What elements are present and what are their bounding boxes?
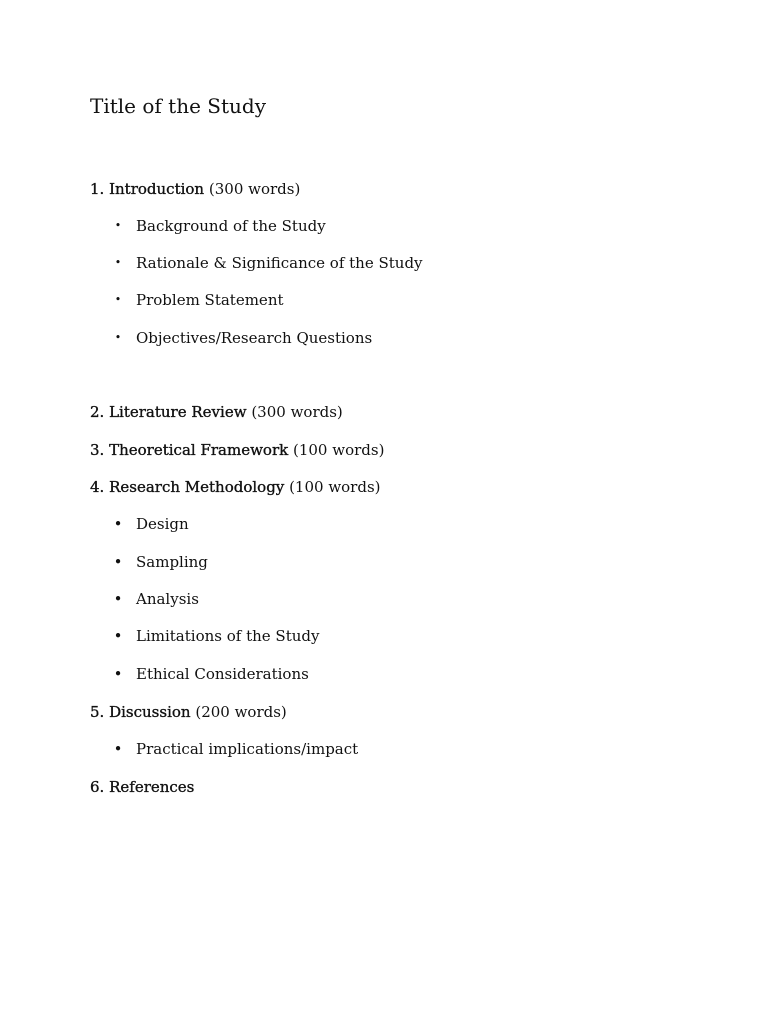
section-number: 4.	[90, 478, 105, 496]
bullet-icon: •	[113, 553, 123, 571]
section-name: Research Methodology	[109, 478, 285, 496]
list-item-text: Sampling	[136, 553, 208, 571]
list-item-text: Rationale & Significance of the Study	[136, 254, 423, 272]
section-name: Theoretical Framework	[109, 441, 289, 459]
bullet-icon: •	[113, 515, 123, 533]
section-heading-introduction	[90, 179, 300, 199]
list-item-text: Problem Statement	[136, 291, 284, 309]
section-word-count: (100 words)	[292, 441, 385, 459]
bullet-icon: •	[113, 590, 123, 608]
section-number: 1.	[90, 180, 105, 198]
section-heading-references	[90, 777, 194, 797]
bullet-icon: •	[113, 665, 123, 683]
section-word-count: (100 words)	[289, 478, 381, 496]
section-word-count: (300 words)	[251, 403, 343, 421]
section-name: Literature Review	[109, 403, 247, 421]
section-heading-discussion	[90, 702, 287, 722]
section-heading-theoretical-framework	[90, 440, 384, 460]
section-name: Discussion	[109, 703, 191, 721]
section-name: Introduction	[109, 180, 205, 198]
list-item-text: Objectives/Research Questions	[136, 329, 373, 347]
list-item-text: Practical implications/impact	[136, 740, 359, 758]
bullet-icon: •	[114, 331, 122, 344]
section-number: 6.	[90, 778, 105, 796]
bullet-icon: •	[114, 256, 122, 269]
bullet-icon: •	[114, 219, 122, 232]
list-item-text: Ethical Considerations	[136, 665, 309, 683]
list-item-text: Analysis	[136, 590, 199, 608]
section-heading-research-methodology	[90, 477, 381, 497]
section-name: References	[109, 778, 195, 796]
bullet-icon: •	[113, 740, 123, 758]
section-heading-literature-review	[90, 402, 343, 422]
section-number: 3.	[90, 441, 105, 459]
section-word-count: (200 words)	[195, 703, 287, 721]
page-title: Title of the Study	[90, 94, 266, 118]
section-number: 5.	[90, 703, 105, 721]
list-item-text: Limitations of the Study	[136, 627, 320, 645]
bullet-icon: •	[114, 293, 122, 306]
list-item-text: Design	[136, 515, 189, 533]
section-word-count: (300 words)	[208, 180, 301, 198]
list-item-text: Background of the Study	[136, 217, 326, 235]
section-number: 2.	[90, 403, 105, 421]
bullet-icon: •	[113, 627, 123, 645]
